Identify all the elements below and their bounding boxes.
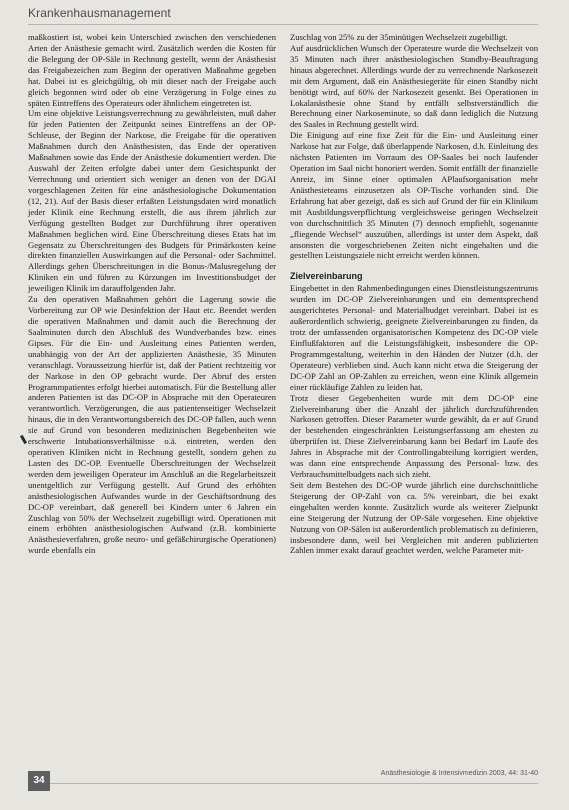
body-paragraph: Um eine objektive Leistungsverrechnung zu gewährleisten, muß daher für jeden Patienten der Zeitpunkt seines Eintreffens an der OP-Schleuse, der Beginn der Narkose, die Freigabe für die operativen Maßnahmen durch den Anästhesisten, das Ende der operativen Maßnahmen sowie das Ende der Anästhesie dokumentiert werden. Die Auswahl der Zeiten erfolgte dabei unter dem Gesichtspunkt der Verrechnung und orientiert sich weniger an denen von der DGAI vorgeschlagenen Zeiten für eine anästhesiologische Dokumentation (12, 21). Auf der Basis dieser erfaßten Leistungsdaten wird monatlich jeder Klinik eine Rechnung erstellt, die aus ihrem jährlich zur Verfügung gestellten Budget zur Durchführung ihrer operativen Maßnahmen beglichen wird. Eine Überschreitung dieses Etats hat im Gegensatz zu Überschreitungen des Budgets für Primärkosten keine direkten finanziellen Auswirkungen auf die Personal- oder Sachmittel. Allerdings gehen Überschreitungen in die Bonus-/Malusregelung der Kliniken ein und führen zu Kürzungen im Investitionsbudget der jeweiligen Klinik im darauffolgenden Jahr. (28, 108, 276, 294)
body-paragraph: Zuschlag von 25% zu der 35minütigen Wechselzeit zugebilligt. (290, 32, 508, 42)
body-paragraph: maßkostiert ist, wobei kein Unterschied zwischen den verschiedenen Arten der Anästhesie gemacht wird. Zusätzlich werden die Kosten für die Belegung der OP-Säle in Rechnung gestellt, wenn der Anästhesist das Freigabezeichen zum Beginn der operativen Maßnahme gegeben hat. Dabei ist es gleichgültig, ob mit dieser nach der Freigabe auch gleich begonnen wird oder ob eine Verzögerung in Folge eines zu späten Eintreffens des Operateurs oder ähnlichem eingetreten ist. (28, 32, 276, 108)
journal-citation: Anästhesiologie & Intensivmedizin 2003, 44: 31-40 (380, 770, 538, 777)
page-number: 34 (28, 771, 50, 791)
body-paragraph: Die Einigung auf eine fixe Zeit für die Ein- und Ausleitung einer Narkose hat zur Folge, daß überlappende Narkosen, d.h. Einleitung des nächsten Patienten im Vorraum des OP-Saales bei noch laufender Operation im Saal nicht honoriert werden. Somit entfällt der finanzielle Anreiz, im Sinne einer optimalen APlaufsorganisation mehr Anästhesieteams einzusetzen als OP-Tische vorhanden sind. Die Erfahrung hat aber gezeigt, daß es sich auf Grund der für ein Klinikum mit Ausbildungsverpflichtung vergleichsweise geringen Wechselzeit von durchschnittlich 35 Minuten (7) dennoch empfiehlt, sogenannte „fliegende Wechsel“ auszuüben, allerdings ist unter dem Aspekt, daß ansonsten die vorgeschriebenen Zeiten nicht eingehalten und die gestellten Leistungsziele nicht erreicht werden können. (290, 130, 538, 261)
footer-divider (28, 783, 538, 784)
body-paragraph: Trotz dieser Gegebenheiten wurde mit dem DC-OP eine Zielvereinbarung über die Anzahl der jährlich durchzuführenden Narkosen getroffen. Dieser Parameter wurde gewählt, da er auf Grund der bestehenden eingeschränkten Leistungserfassung am ehesten zu überprüfen ist. Diese Zielvereinbarung kann bei Bedarf im Laufe des Jahres in Absprache mit der Controllingabteilung korrigiert werden, was dann eine entsprechende Anpassung des Personal- bzw. des Verbrauchsmittelbudgets nach sich zieht. (290, 392, 538, 480)
margin-pencil-mark (20, 435, 27, 444)
header-divider (28, 24, 538, 25)
section-heading: Zielvereinbarung (290, 271, 363, 282)
right-column (290, 32, 538, 556)
running-header: Krankenhausmanagement (28, 6, 171, 20)
body-paragraph: Zu den operativen Maßnahmen gehört die Lagerung sowie die Vorbereitung zur OP wie Desinfektion der Haut etc. Beendet werden die operativen Maßnahmen und damit auch die Berechnung der Saalminuten durch den Abschluß des Wundverbandes bzw. eines Gipses. Für die Ein- und Ausleitung eines Patienten werden, unabhängig von der Art der applizierten Anästhesie, 35 Minuten veranschlagt. Voraussetzung hierfür ist, daß der Patient rechtzeitig vor der Narkose in den OP gebracht wurde. Der Abruf des ersten Programmpatientes erfolgt hierbei automatisch. Für die Bestellung aller anderen Patienten ist das DC-OP in Absprache mit den Operateuren verantwortlich. Verzögerungen, die aus patientenseitiger Wechselzeit hinaus, die in den Verantwortungsbereich des DC-OP fallen, auch wenn sie auf Grund von besonderen medizinischen Begebenheiten wie erschwerte Intubationsverhältnisse o.ä. eintreten, werden den operativen Kliniken nicht in Rechnung gestellt, sondern gehen zu Lasten des DC-OP. Eventuelle Überschreitungen der Wechselzeit werden dem jeweiligen Operateur im Anschluß an die Regelarbeitszeit unentgeltlich zur Verfügung gestellt. Auf Grund des erhöhten anästhesiologischen Aufwandes wurde in der Geschäftsordnung des DC-OP vereinbart, daß generell bei Kindern unter 6 Jahren ein Zuschlag von 50% der Wechselzeit zugebilligt wird. Operationen mit einem erhöhten anästhesiologischen Aufwand (z.B. kombinierte Anästhesieverfahren, große neuro- und gefäßchirurgische Operationen) wurde ebenfalls ein (28, 294, 276, 556)
body-paragraph: Eingebettet in den Rahmenbedingungen eines Dienstleistungszentrums wurden im DC-OP Zielvereinbarungen und ein dementsprechend ausgerichtetes Personal- und Materialbudget vereinbart. Dabei ist es außerordentlich schwierig, geeignete Zielvereinbarungen zu finden, da trotz der umfassenden organisatorischen Kompetenz des DC-OP viele Einflußfaktoren auf die Leistungsfähigkeit, insbesondere die OP-Programmgestaltung, weiterhin in den Händen der Nutzer (d.h. der Operateure) verblieben sind. Auch kann nicht etwa die Steigerung der DC-OP Zahl an OP-Zahlen zu erreichen, wenn eine Klinik allgemein einer rückläufige Zahlen zu leiden hat. (290, 283, 538, 392)
body-paragraph: Auf ausdrücklichen Wunsch der Operateure wurde die Wechselzeit von 35 Minuten nach ihrer anästhesiologischen Standby-Beauftragung hinaus abgerechnet. Allerdings wurde der zu verrechnende Narkosezeit mit dem Argument, daß ein Anästhesiegeräte für einen Standby nicht benötigt wird, auf 60% der Narkosezeit gesenkt. Bei Operationen in Lokalanästhesie ohne Stand by entfällt selbstverständlich die Berechnung einer Narkoseminute, so daß dann lediglich die Nutzung des Saales in Rechnung gestellt wird. (290, 42, 538, 130)
left-column (28, 32, 276, 556)
body-paragraph: Seit dem Bestehen des DC-OP wurde jährlich eine durchschnittliche Steigerung der OP-Zahl von ca. 5% vereinbart, die bei exakt eingehalten werden konnte. Zusätzlich wurde als weiterer Zielpunkt eine Steigerung der Nutzung der OP-Säle vorgesehen. Eine objektive Nutzung von OP-Sälen ist außerordentlich problematisch zu definieren, insbesondere dann, weil bei Vergleichen mit anderen publizierten Zahlen immer exakt darauf geachtet werden, welche Parameter mit- (290, 479, 538, 556)
